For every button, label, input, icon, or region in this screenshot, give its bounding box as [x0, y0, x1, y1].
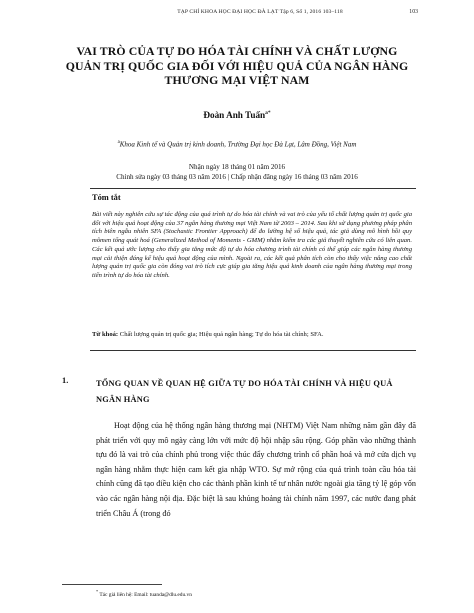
keywords-line	[92, 331, 412, 338]
abstract-top-rule	[90, 188, 416, 189]
abstract-bottom-rule	[90, 350, 416, 351]
footnote-mark: *	[96, 589, 99, 594]
author-line	[0, 110, 474, 120]
running-header: TẠP CHÍ KHOA HỌC ĐẠI HỌC ĐÀ LẠT Tập 6, Số 1, 2016 103–118	[177, 9, 343, 15]
author-name: Đoàn Anh Tuấn	[203, 110, 266, 121]
affiliation-text: Khoa Kinh tế và Quản trị kinh doanh, Trường Đại học Đà Lạt, Lâm Đồng, Việt Nam	[119, 140, 357, 149]
revised-accepted-dates: Chỉnh sửa ngày 03 tháng 03 năm 2016 | Chấp nhận đăng ngày 16 tháng 03 năm 2016	[116, 173, 358, 182]
section-title: TỔNG QUAN VỀ QUAN HỆ GIỮA TỰ DO HÓA TÀI CHÍNH VÀ HIỆU QUẢ NGÂN HÀNG	[96, 379, 393, 404]
author-marks: a*	[265, 110, 271, 116]
article-title: VAI TRÒ CỦA TỰ DO HÓA TÀI CHÍNH VÀ CHẤT LƯỢNG QUẢN TRỊ QUỐC GIA ĐỐI VỚI HIỆU QUẢ CỦA NGÂN HÀNG THƯƠNG MẠI VIỆT NAM	[65, 44, 409, 88]
keywords-text: Chất lượng quản trị quốc gia; Hiệu quả ngân hàng; Tự do hóa tài chính; SFA.	[119, 331, 324, 338]
affiliation-line	[0, 140, 474, 148]
abstract-heading: Tóm tắt	[92, 193, 121, 202]
article-dates	[0, 162, 474, 183]
abstract-text: Bài viết này nghiên cứu sự tác động của quá trình tự do hóa tài chính và vai trò của yếu tố chất lượng quản trị quốc gia đối với hiệu quả hoạt động của 37 ngân hàng thương mại Việt Nam từ 2003 – 2014. Sau khi sử dụng phương pháp phân tích biên ngẫu nhiên SFA (Stochastic Frontier Approach) để đo lường hệ số hiệu quả, tác giả dùng mô hình hồi quy mômen tổng quát hoá (Generalized Method of Moments - GMM) nhằm kiểm tra các giả thuyết nghiên cứu có liên quan. Các kết quả ước lượng cho thấy gia tăng mức độ tự do hóa chương trình tài chính có thể giúp các ngân hàng thương mại cải thiện đáng kể hiệu quả hoạt động của mình. Ngoài ra, các kết quả phân tích còn cho thấy việc nâng cao chất lượng quản trị quốc gia còn đóng vai trò tích cực giúp gia tăng hiệu quả kinh doanh của ngân hàng thương mại trong tiến trình tự do hóa tài chính.	[92, 211, 412, 279]
keywords-label: Từ khoá:	[92, 331, 119, 338]
footnote-text: Tác giả liên hệ: Email: tuanda@dlu.edu.vn	[99, 591, 192, 598]
body-paragraph: Hoạt động của hệ thống ngân hàng thương mại (NHTM) Việt Nam những năm gần đây đã phát triển với quy mô ngày càng lớn với mức độ hội nhập sâu rộng. Góp phần vào những thành tựu đó là vai trò của chính phủ trong việc thúc đẩy chương trình cổ phần hoá và mở cửa dịch vụ ngân hàng nhằm thực hiện cam kết gia nhập WTO. Sự mở rộng của quá trình toàn cầu hóa tài chính cũng đã tạo điều kiện cho các thành phần kinh tế tư nhân nước ngoài gia tăng tỷ lệ góp vốn vào các ngân hàng nội địa. Đặc biệt là sau khủng hoảng tài chính năm 1997, các nước đang phát triển Châu Á (trong đó	[96, 421, 416, 518]
page-number: 103	[409, 9, 418, 15]
section-number: 1.	[62, 376, 69, 385]
affiliation-mark: a	[117, 140, 120, 145]
received-date: Nhận ngày 18 tháng 01 năm 2016	[188, 163, 286, 171]
